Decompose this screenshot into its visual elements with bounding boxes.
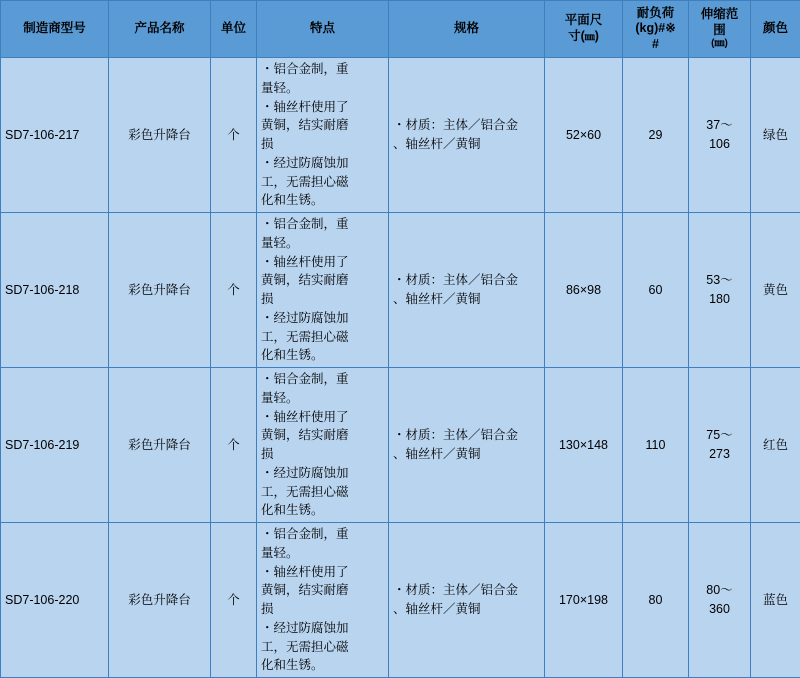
column-header-plane-size — [545, 1, 623, 58]
range-value-line: 360 — [693, 600, 746, 619]
table-row — [1, 523, 800, 678]
cell-name: 彩色升降台 — [109, 58, 211, 213]
cell-unit: 个 — [211, 213, 257, 368]
feature-line: 量轻。 — [261, 544, 384, 563]
column-header-feature: 特点 — [257, 1, 389, 58]
feature-line: 量轻。 — [261, 234, 384, 253]
range-line-2: 围 — [693, 23, 746, 39]
feature-line: ・经过防腐蚀加 — [261, 154, 384, 173]
plane-size-line-2: 寸(㎜) — [568, 29, 599, 43]
feature-line: 量轻。 — [261, 389, 384, 408]
feature-line: ・轴丝杆使用了 — [261, 98, 384, 117]
cell-spec — [389, 213, 545, 368]
cell-name: 彩色升降台 — [109, 523, 211, 678]
cell-spec — [389, 523, 545, 678]
feature-line: 损 — [261, 135, 384, 154]
cell-feature — [257, 213, 389, 368]
cell-model: SD7-106-217 — [1, 58, 109, 213]
column-header-spec: 规格 — [389, 1, 545, 58]
cell-name: 彩色升降台 — [109, 213, 211, 368]
feature-line: ・经过防腐蚀加 — [261, 309, 384, 328]
plane-size-line-1: 平面尺 — [549, 13, 618, 29]
table-row — [1, 58, 800, 213]
load-line-1: 耐负荷 — [627, 6, 684, 22]
feature-line: ・铝合金制，重 — [261, 60, 384, 79]
cell-load: 110 — [623, 368, 689, 523]
cell-plane-size: 86×98 — [545, 213, 623, 368]
cell-range — [689, 58, 751, 213]
table-header — [1, 1, 800, 58]
cell-color: 绿色 — [751, 58, 800, 213]
cell-load: 29 — [623, 58, 689, 213]
cell-unit: 个 — [211, 58, 257, 213]
feature-line: ・轴丝杆使用了 — [261, 408, 384, 427]
range-value-line: 273 — [693, 445, 746, 464]
feature-line: 黄铜，结实耐磨 — [261, 116, 384, 135]
cell-feature — [257, 523, 389, 678]
spec-line: ・材质：主体／铝合金 — [393, 426, 540, 445]
range-value-line: 80～ — [693, 581, 746, 600]
range-value-line: 37～ — [693, 116, 746, 135]
cell-load: 80 — [623, 523, 689, 678]
header-row — [1, 1, 800, 58]
feature-line: ・轴丝杆使用了 — [261, 563, 384, 582]
cell-unit: 个 — [211, 368, 257, 523]
feature-line: 化和生锈。 — [261, 501, 384, 520]
feature-line: 工，无需担心磁 — [261, 638, 384, 657]
cell-range — [689, 213, 751, 368]
feature-line: ・经过防腐蚀加 — [261, 464, 384, 483]
cell-range — [689, 523, 751, 678]
column-header-load — [623, 1, 689, 58]
feature-line: 化和生锈。 — [261, 191, 384, 210]
spec-line: 、轴丝杆／黄铜 — [393, 135, 540, 154]
cell-unit: 个 — [211, 523, 257, 678]
cell-range — [689, 368, 751, 523]
range-value-line: 53～ — [693, 271, 746, 290]
table-body — [1, 58, 800, 678]
range-line-1: 伸缩范 — [693, 7, 746, 23]
cell-model: SD7-106-220 — [1, 523, 109, 678]
spec-line: 、轴丝杆／黄铜 — [393, 290, 540, 309]
cell-spec — [389, 368, 545, 523]
range-value-line: 180 — [693, 290, 746, 309]
feature-line: 工，无需担心磁 — [261, 328, 384, 347]
column-header-range — [689, 1, 751, 58]
column-header-unit: 单位 — [211, 1, 257, 58]
load-line-2: (kg)#※ — [627, 21, 684, 37]
cell-color: 黄色 — [751, 213, 800, 368]
feature-line: 损 — [261, 445, 384, 464]
feature-line: 工，无需担心磁 — [261, 483, 384, 502]
feature-line: 损 — [261, 600, 384, 619]
column-header-color: 颜色 — [751, 1, 800, 58]
feature-line: 化和生锈。 — [261, 346, 384, 365]
cell-name: 彩色升降台 — [109, 368, 211, 523]
feature-line: ・经过防腐蚀加 — [261, 619, 384, 638]
cell-load: 60 — [623, 213, 689, 368]
feature-line: 损 — [261, 290, 384, 309]
feature-line: ・铝合金制，重 — [261, 370, 384, 389]
cell-spec — [389, 58, 545, 213]
load-line-3: # — [627, 37, 684, 53]
feature-line: 量轻。 — [261, 79, 384, 98]
cell-model: SD7-106-218 — [1, 213, 109, 368]
column-header-model: 制造商型号 — [1, 1, 109, 58]
feature-line: 工，无需担心磁 — [261, 173, 384, 192]
table-row — [1, 213, 800, 368]
cell-color: 蓝色 — [751, 523, 800, 678]
feature-line: ・铝合金制，重 — [261, 525, 384, 544]
feature-line: 化和生锈。 — [261, 656, 384, 675]
feature-line: ・轴丝杆使用了 — [261, 253, 384, 272]
spec-line: 、轴丝杆／黄铜 — [393, 600, 540, 619]
feature-line: 黄铜，结实耐磨 — [261, 426, 384, 445]
spec-line: ・材质：主体／铝合金 — [393, 271, 540, 290]
column-header-name: 产品名称 — [109, 1, 211, 58]
spec-line: 、轴丝杆／黄铜 — [393, 445, 540, 464]
range-value-line: 106 — [693, 135, 746, 154]
range-value-line: 75～ — [693, 426, 746, 445]
cell-plane-size: 130×148 — [545, 368, 623, 523]
feature-line: 黄铜，结实耐磨 — [261, 581, 384, 600]
feature-line: 黄铜，结实耐磨 — [261, 271, 384, 290]
cell-color: 红色 — [751, 368, 800, 523]
spec-line: ・材质：主体／铝合金 — [393, 116, 540, 135]
cell-feature — [257, 58, 389, 213]
cell-plane-size: 52×60 — [545, 58, 623, 213]
range-line-3: (㎜) — [693, 38, 746, 51]
feature-line: ・铝合金制，重 — [261, 215, 384, 234]
cell-model: SD7-106-219 — [1, 368, 109, 523]
spec-line: ・材质：主体／铝合金 — [393, 581, 540, 600]
cell-feature — [257, 368, 389, 523]
cell-plane-size: 170×198 — [545, 523, 623, 678]
table-row — [1, 368, 800, 523]
